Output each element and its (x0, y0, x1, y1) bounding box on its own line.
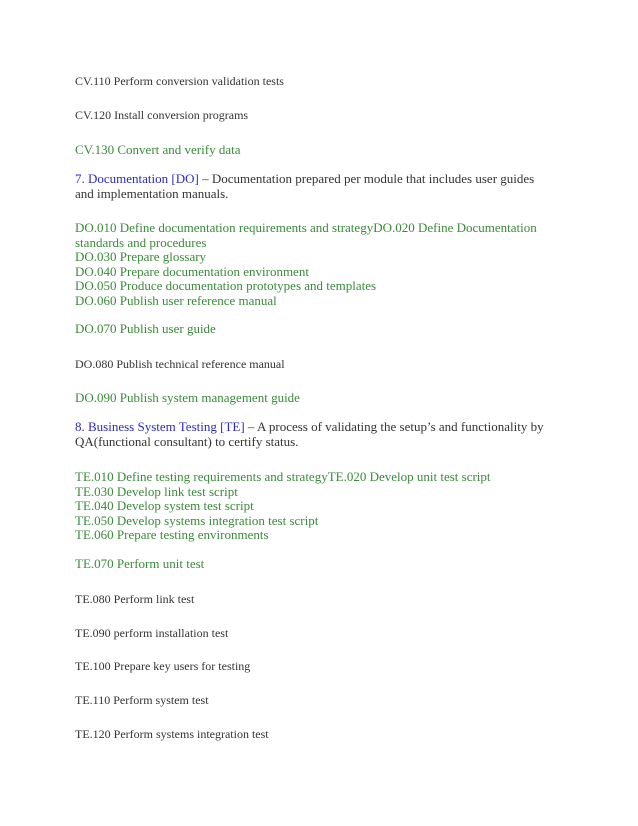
list-item: TE.060 Prepare testing environments (75, 527, 269, 542)
section-testing (75, 420, 555, 449)
list-item: DO.030 Prepare glossary (75, 249, 207, 264)
task-te110: TE.110 Perform system test (75, 693, 209, 707)
task-do070: DO.070 Publish user guide (75, 321, 216, 336)
do-task-list (75, 221, 555, 308)
section-description: – A process of validating the setup’s and functionality by QA(functional consultant) to certify status. (75, 419, 544, 449)
task-cv120: CV.120 Install conversion programs (75, 108, 249, 122)
list-item: DO.050 Produce documentation prototypes and templates (75, 278, 377, 293)
task-do090: DO.090 Publish system management guide (75, 390, 300, 405)
section-description: – Documentation prepared per module that includes user guides and implementation manuals. (75, 171, 535, 201)
task-te070: TE.070 Perform unit test (75, 556, 205, 571)
list-item: TE.010 Define testing requirements and strategyTE.020 Develop unit test script (75, 469, 491, 484)
te-task-list (75, 470, 491, 543)
list-item: DO.040 Prepare documentation environment (75, 263, 309, 279)
task-cv110: CV.110 Perform conversion validation tests (75, 74, 284, 88)
task-do080: DO.080 Publish technical reference manual (75, 357, 285, 371)
section-heading: 8. Business System Testing [TE] (75, 419, 245, 434)
task-cv130: CV.130 Convert and verify data (75, 142, 241, 157)
section-documentation (75, 172, 555, 201)
list-item: TE.030 Develop link test script (75, 483, 238, 499)
task-te100: TE.100 Prepare key users for testing (75, 659, 251, 673)
task-te080: TE.080 Perform link test (75, 592, 195, 606)
list-item: TE.040 Develop system test script (75, 498, 254, 513)
section-heading: 7. Documentation [DO] (75, 171, 199, 186)
list-item: TE.050 Develop systems integration test script (75, 512, 319, 528)
list-item: DO.010 Define documentation requirements and strategyDO.020 Define Documentation standards and procedures (75, 220, 537, 250)
list-item: DO.060 Publish user reference manual (75, 292, 277, 308)
task-te090: TE.090 perform installation test (75, 626, 229, 640)
task-te120: TE.120 Perform systems integration test (75, 727, 269, 741)
